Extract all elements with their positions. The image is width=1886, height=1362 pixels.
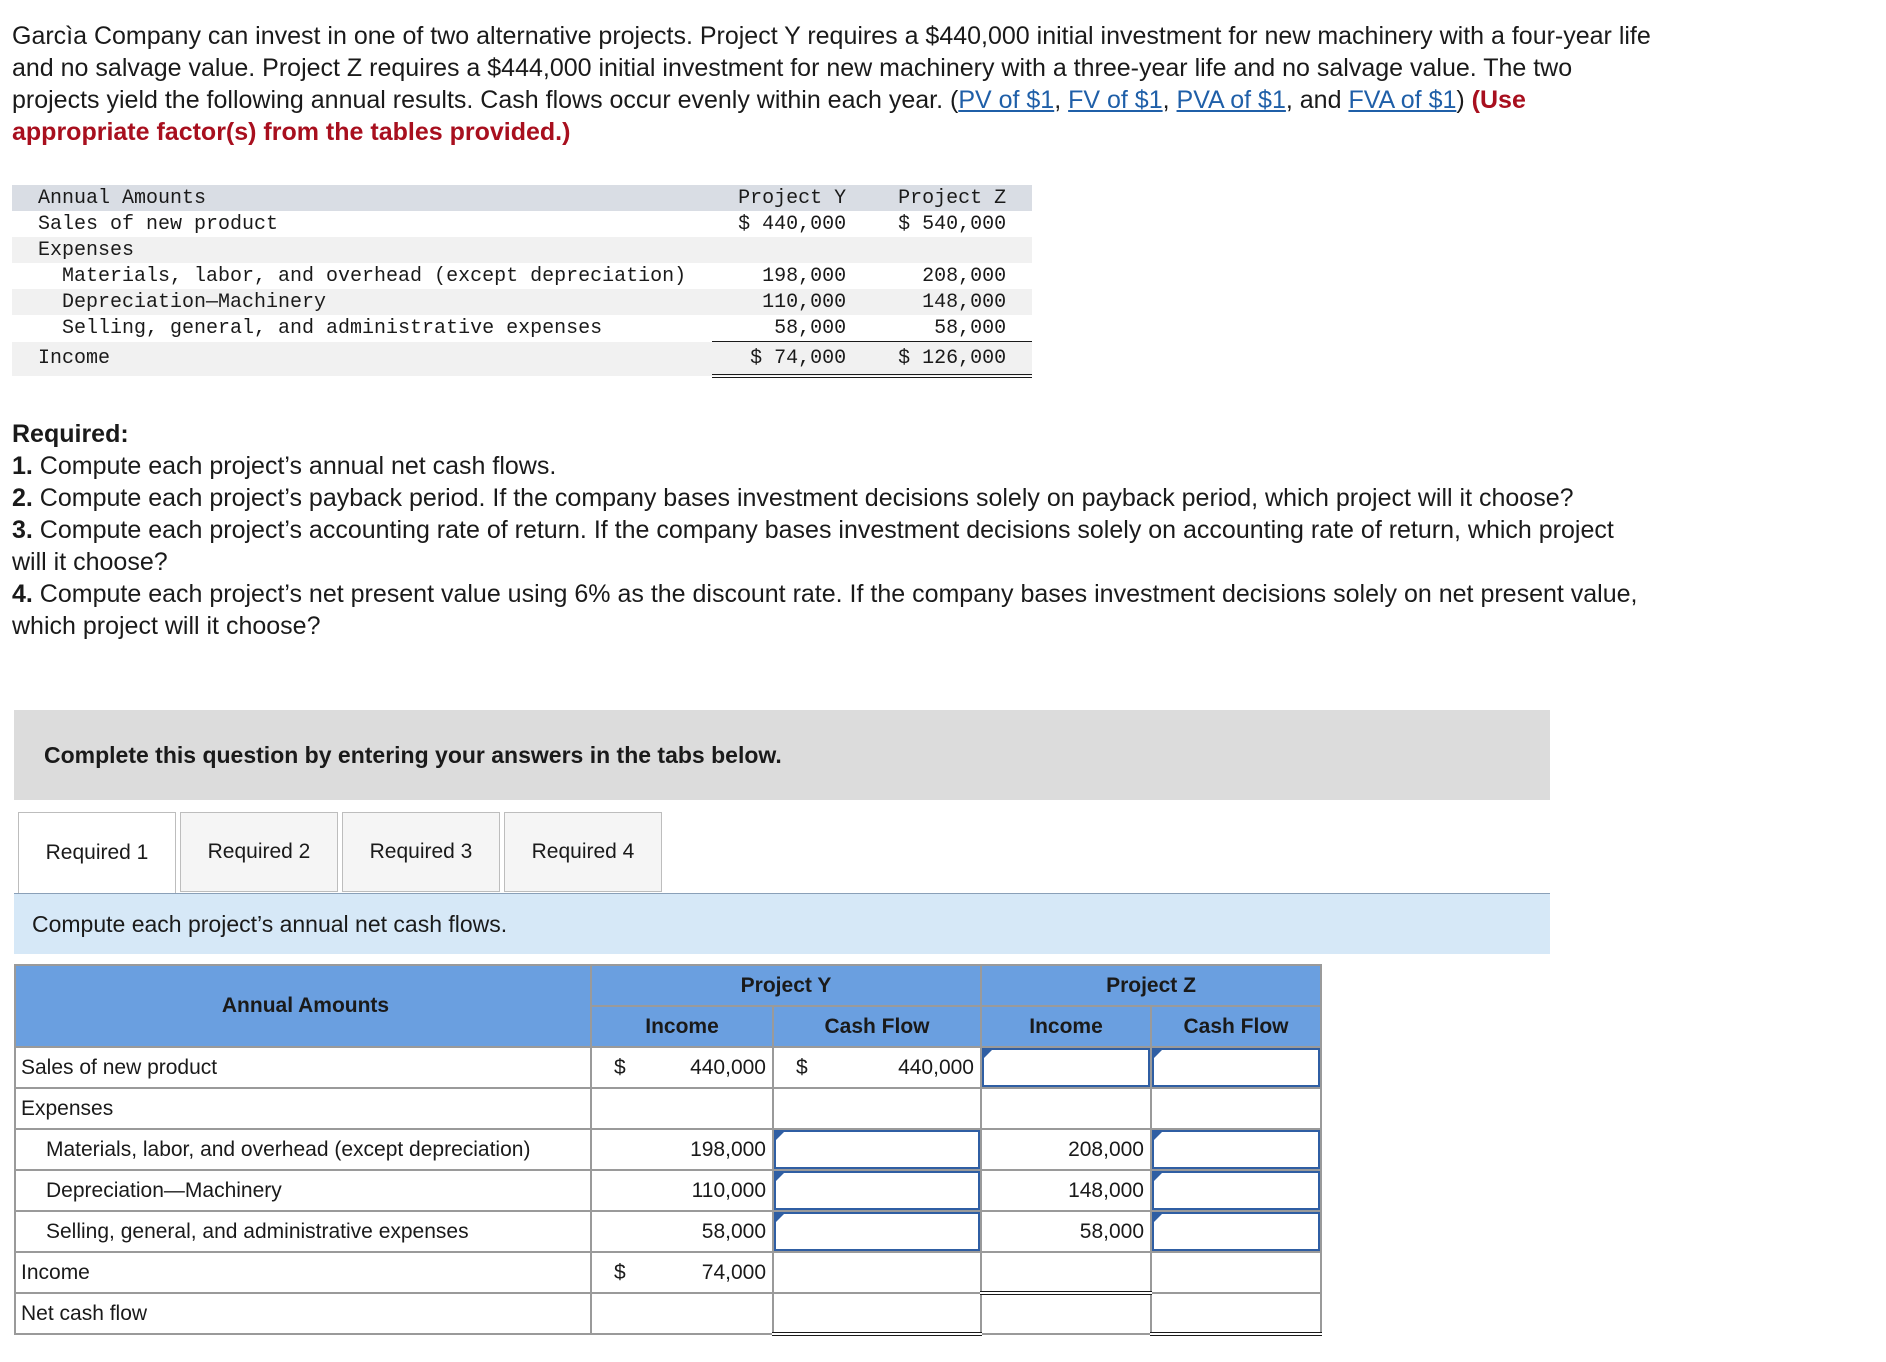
- header-z-income: Income: [981, 1006, 1151, 1047]
- table-row: [15, 1129, 1321, 1170]
- header-project-z: Project Z: [981, 965, 1321, 1006]
- required-section: [12, 418, 1652, 642]
- given-z-value: 148,000: [872, 289, 1032, 315]
- given-row-label: Income: [12, 342, 712, 377]
- header-y-cashflow: Cash Flow: [773, 1006, 981, 1047]
- z-cash-sales-input[interactable]: [1152, 1048, 1320, 1087]
- row-label-net-cash-flow: Net cash flow: [15, 1293, 591, 1334]
- row-label-depreciation: Depreciation—Machinery: [15, 1170, 591, 1211]
- required-title: Required:: [12, 420, 129, 448]
- z-income-selling: 58,000: [981, 1211, 1151, 1252]
- z-income-materials: 208,000: [981, 1129, 1151, 1170]
- table-row: [15, 1088, 1321, 1129]
- y-cash-selling-input[interactable]: [774, 1212, 980, 1251]
- given-y-value: 58,000: [774, 316, 847, 340]
- y-cash-depreciation-input[interactable]: [774, 1171, 980, 1210]
- intro-body: Garcìa Company can invest in one of two alternative projects. Project Y requires a $440,000 initial investment for new machinery with a four-year life and no salvage value. Project Z requires a $444,000 initial investment for new machinery with a three-year life and no salvage value. The two projects yield the following annual results. Cash flows occur evenly within each year. (: [12, 22, 1651, 114]
- given-row-label: Selling, general, and administrative expenses: [62, 316, 603, 340]
- row-label-selling: Selling, general, and administrative expenses: [15, 1211, 591, 1252]
- given-y-value: $ 440,000: [738, 212, 847, 236]
- factor-emphasis: (Use appropriate factor(s) from the tables provided.): [12, 86, 1526, 146]
- table-row: [15, 1252, 1321, 1293]
- header-y-income: Income: [591, 1006, 773, 1047]
- given-z-value: 58,000: [934, 316, 1007, 340]
- y-cash-materials-input[interactable]: [774, 1130, 980, 1169]
- z-income-total: [981, 1252, 1151, 1293]
- required-item: 2. Compute each project’s payback period. If the company bases investment decisions solely on payback period, which project will it choose?: [12, 484, 1574, 512]
- table-row: [15, 1293, 1321, 1334]
- given-y-value: $ 74,000: [712, 342, 872, 377]
- required-item: 3. Compute each project’s accounting rate of return. If the company bases investment decisions solely on accounting rate of return, which project will it choose?: [12, 516, 1614, 576]
- given-data-table: [12, 185, 1032, 378]
- z-income-sales-input[interactable]: [982, 1048, 1150, 1087]
- given-z-value: 208,000: [922, 264, 1007, 288]
- instructions-banner: Complete this question by entering your answers in the tabs below.: [14, 710, 1550, 800]
- given-z-value: $ 126,000: [872, 342, 1032, 377]
- y-net-cash-flow: [773, 1293, 981, 1334]
- answer-table: [14, 964, 1322, 1336]
- header-z-cashflow: Cash Flow: [1151, 1006, 1321, 1047]
- required-item: 1. Compute each project’s annual net cash flows.: [12, 452, 557, 480]
- tab-required-4[interactable]: Required 4: [504, 812, 662, 892]
- row-label-income: Income: [15, 1252, 591, 1293]
- z-net-cash-flow: [1151, 1293, 1321, 1334]
- tab-bar: [18, 812, 666, 894]
- close-paren: ): [1456, 86, 1472, 114]
- given-y-value: 110,000: [712, 289, 872, 315]
- given-header-y: Project Y: [712, 185, 872, 211]
- pv-link[interactable]: PV of $1: [958, 86, 1055, 114]
- tab-required-2[interactable]: Required 2: [180, 812, 338, 892]
- given-z-value: $ 540,000: [898, 212, 1007, 236]
- sep: ,: [1162, 86, 1177, 114]
- given-row-label: Depreciation—Machinery: [12, 289, 712, 315]
- tab-required-1[interactable]: Required 1: [18, 812, 176, 894]
- given-row-label: Materials, labor, and overhead (except depreciation): [62, 264, 687, 288]
- y-income-selling: 58,000: [591, 1211, 773, 1252]
- sep: , and: [1285, 86, 1349, 114]
- col-annual-amounts: Annual Amounts: [15, 965, 591, 1047]
- z-cash-depreciation-input[interactable]: [1152, 1171, 1320, 1210]
- tab-required-3[interactable]: Required 3: [342, 812, 500, 892]
- sep: ,: [1054, 86, 1069, 114]
- table-row: [15, 1170, 1321, 1211]
- y-income-depreciation: 110,000: [591, 1170, 773, 1211]
- z-cash-materials-input[interactable]: [1152, 1130, 1320, 1169]
- y-income-total: 74,000: [701, 1260, 766, 1284]
- fva-link[interactable]: FVA of $1: [1348, 86, 1457, 114]
- row-label-materials: Materials, labor, and overhead (except depreciation): [15, 1129, 591, 1170]
- currency-symbol: $: [614, 1055, 626, 1079]
- y-income-materials: 198,000: [591, 1129, 773, 1170]
- header-project-y: Project Y: [591, 965, 981, 1006]
- fv-link[interactable]: FV of $1: [1068, 86, 1163, 114]
- given-row-label: Expenses: [12, 237, 712, 263]
- required-item: 4. Compute each project’s net present value using 6% as the discount rate. If the company bases investment decisions solely on net present value, which project will it choose?: [12, 580, 1638, 640]
- y-income-sales: 440,000: [690, 1055, 766, 1079]
- currency-symbol: $: [614, 1260, 626, 1284]
- row-label-sales: Sales of new product: [15, 1047, 591, 1088]
- tab-instruction: Compute each project’s annual net cash flows.: [14, 894, 1550, 954]
- given-row-label: Sales of new product: [38, 212, 279, 236]
- row-label-expenses: Expenses: [15, 1088, 591, 1129]
- z-cash-selling-input[interactable]: [1152, 1212, 1320, 1251]
- problem-intro: [12, 20, 1652, 148]
- pva-link[interactable]: PVA of $1: [1176, 86, 1286, 114]
- intro-text: [12, 20, 1652, 148]
- given-header-label: Annual Amounts: [12, 185, 712, 211]
- given-y-value: 198,000: [762, 264, 847, 288]
- z-income-depreciation: 148,000: [981, 1170, 1151, 1211]
- given-header-z: Project Z: [872, 185, 1032, 211]
- currency-symbol: $: [796, 1055, 808, 1079]
- y-cash-sales: 440,000: [898, 1055, 974, 1079]
- table-row: [15, 1211, 1321, 1252]
- table-row: [15, 1047, 1321, 1088]
